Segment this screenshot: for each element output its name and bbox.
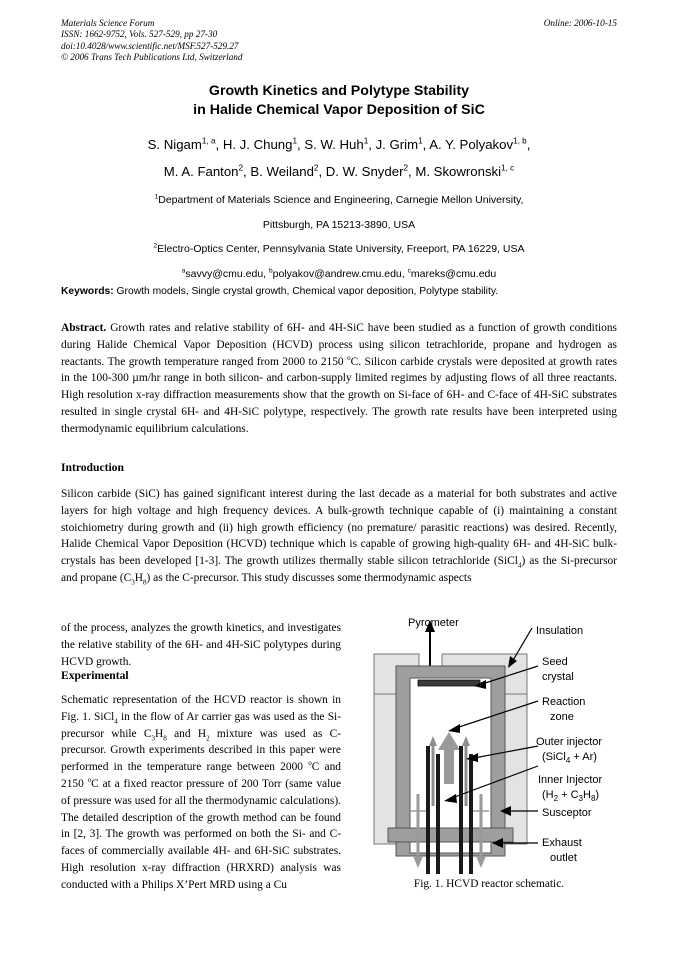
affiliation-1-city: Pittsburgh, PA 15213-3890, USA [262,218,416,231]
insulation-left-wall [374,694,396,844]
figure-1 [360,606,618,906]
section-heading-experimental: Experimental [61,669,129,682]
section-heading-introduction: Introduction [61,461,124,474]
insulation-right-wall [505,694,527,844]
figure-caption: Fig. 1. HCVD reactor schematic. [413,878,565,890]
journal-doi: doi:10.4028/www.scientific.net/MSF.527-529.27 [61,40,239,51]
seed-crystal-bar [418,680,480,686]
susceptor-bottom-plate [388,828,513,842]
author-line-1: S. Nigam$^{1, a}$, H. J. Chung$^1$, S. W. Huh$^1$, J. Grim$^1$, A. Y. Polyakov$^{1, b}$, [147,136,531,152]
author-emails[interactable]: $^a$savvy@cmu.edu, $^b$polyakov@andrew.cmu.edu, $^c$mareks@cmu.edu [181,267,497,280]
affiliation-block [61,188,617,286]
figure-label-susceptor: Susceptor [542,807,592,819]
abstract-block [61,320,617,438]
online-date: Online: 2006-10-15 [543,18,617,28]
affiliation-1: $^1$Department of Materials Science and Engineering, Carnegie Mellon University, [154,193,524,206]
figure-label-exhaust-line2: outlet [550,852,577,864]
experimental-body: Schematic representation of the HCVD reactor is shown in Fig. 1. SiCl$_4$ in the flow of Ar carrier gas was used as the Si-precursor while $C_3H_8$ and $H_2$ mixture was used as C-precursor. Growth experiments described in this paper were performed in the temperature range between 2000 $^o$C and 2150 $^o$C at a fixed reactor pressure of 200 Torr (same value of pressure was used for all the thermodynamic calculations). The detailed description of the growth method can be found in [2, 3]. The growth was performed on both the Si- and C-faces of commercially available 4H- and 6H-SiC substrates. High resolution x-ray diffraction (HRXRD) analysis was conducted with a Philips X’Pert MRD using a Cu [61,694,342,891]
figure-label-insulation: Insulation [536,625,584,637]
keywords-label: Keywords: [61,286,114,297]
figure-label-reaction-zone-line2: zone [550,711,574,723]
figure-label-seed-crystal-line2: crystal [542,671,574,683]
journal-name: Materials Science Forum [61,18,155,28]
figure-label-exhaust-line1: Exhaust [542,837,582,849]
figure-label-inner-injector-line2: $(H_2 + C_3H_8)$ [542,789,600,803]
journal-header [61,18,617,64]
figure-label-seed-crystal-line1: Seed [542,656,568,668]
keywords-text: Growth models, Single crystal growth, Chemical vapor deposition, Polytype stability. [116,286,499,297]
introduction-body-tail: of the process, analyzes the growth kinetics, and investigates the relative stability of the 6H- and 4H-SiC polytypes during HCVD growth. [61,622,341,668]
page-title [61,82,617,120]
affiliation-2: $^2$Electro-Optics Center, Pennsylvania State University, Freeport, PA 16229, USA [153,242,525,255]
journal-copyright: © 2006 Trans Tech Publications Ltd, Switzerland [61,52,243,63]
title-line-1: Growth Kinetics and Polytype Stability [208,83,470,99]
title-line-2: in Halide Chemical Vapor Deposition of SiC [193,102,485,118]
keywords-block [61,285,617,299]
figure-label-outer-injector-line1: Outer injector [536,736,603,748]
abstract-text: Growth rates and relative stability of 6H- and 4H-SiC have been studied as a function of growth conditions during Halide Chemical Vapor Deposition (HCVD) process using silicon tetrachloride, propane and hydrogen as reactants. The growth temperature ranged from 2000 to 2150 $^o$C. Silicon carbide crystals were deposited at growth rates in the 100-300 µm/hr range in both silicon- and carbon-supply limited regimes by adjusting flows of all three reactants. High resolution x-ray diffraction measurements show that the growth on Si-face of 6H- and C-face of 4H-SiC substrates resulted in single crystal 6H- and 4H-SiC polytype, respectively. The growth rate results have been interpreted using thermodynamic equilibrium calculations. [61,322,618,435]
figure-label-reaction-zone-line1: Reaction [542,696,586,708]
figure-label-pyrometer: Pyrometer [408,617,459,629]
abstract-label: Abstract. [61,322,107,334]
figure-label-outer-injector-line2: (SiCl$_4$ + Ar) [542,751,597,765]
reactor-schematic-svg [360,606,618,876]
journal-issn: ISSN: 1662-9752, Vols. 527-529, pp 27-30 [61,29,218,40]
introduction-body: Silicon carbide (SiC) has gained significant interest during the last decade as a material for both substrates and active layers for high voltage and high frequency devices. A bulk-growth technique capable of (i) maintaining a constant stoichiometry during growth and (ii) high growth efficiency (no premature/ parasitic reactions) was desired. Recently, Halide Chemical Vapor Deposition (HCVD) technique which is capable of growing high-quality 6H- and 4H-SiC bulk-crystals has been developed [1-3]. The growth utilizes thermally stable silicon tetrachloride (SiCl$_4$) as the Si-precursor and propane $(C_3H_8)$ as the C-precursor. This study discusses some thermodynamic aspects [61,488,618,587]
figure-label-inner-injector-line1: Inner Injector [538,774,603,786]
author-list [61,131,617,185]
author-line-2: M. A. Fanton$^2$, B. Weiland$^2$, D. W. Snyder$^2$, M. Skowronski$^{1, c}$ [163,163,515,179]
